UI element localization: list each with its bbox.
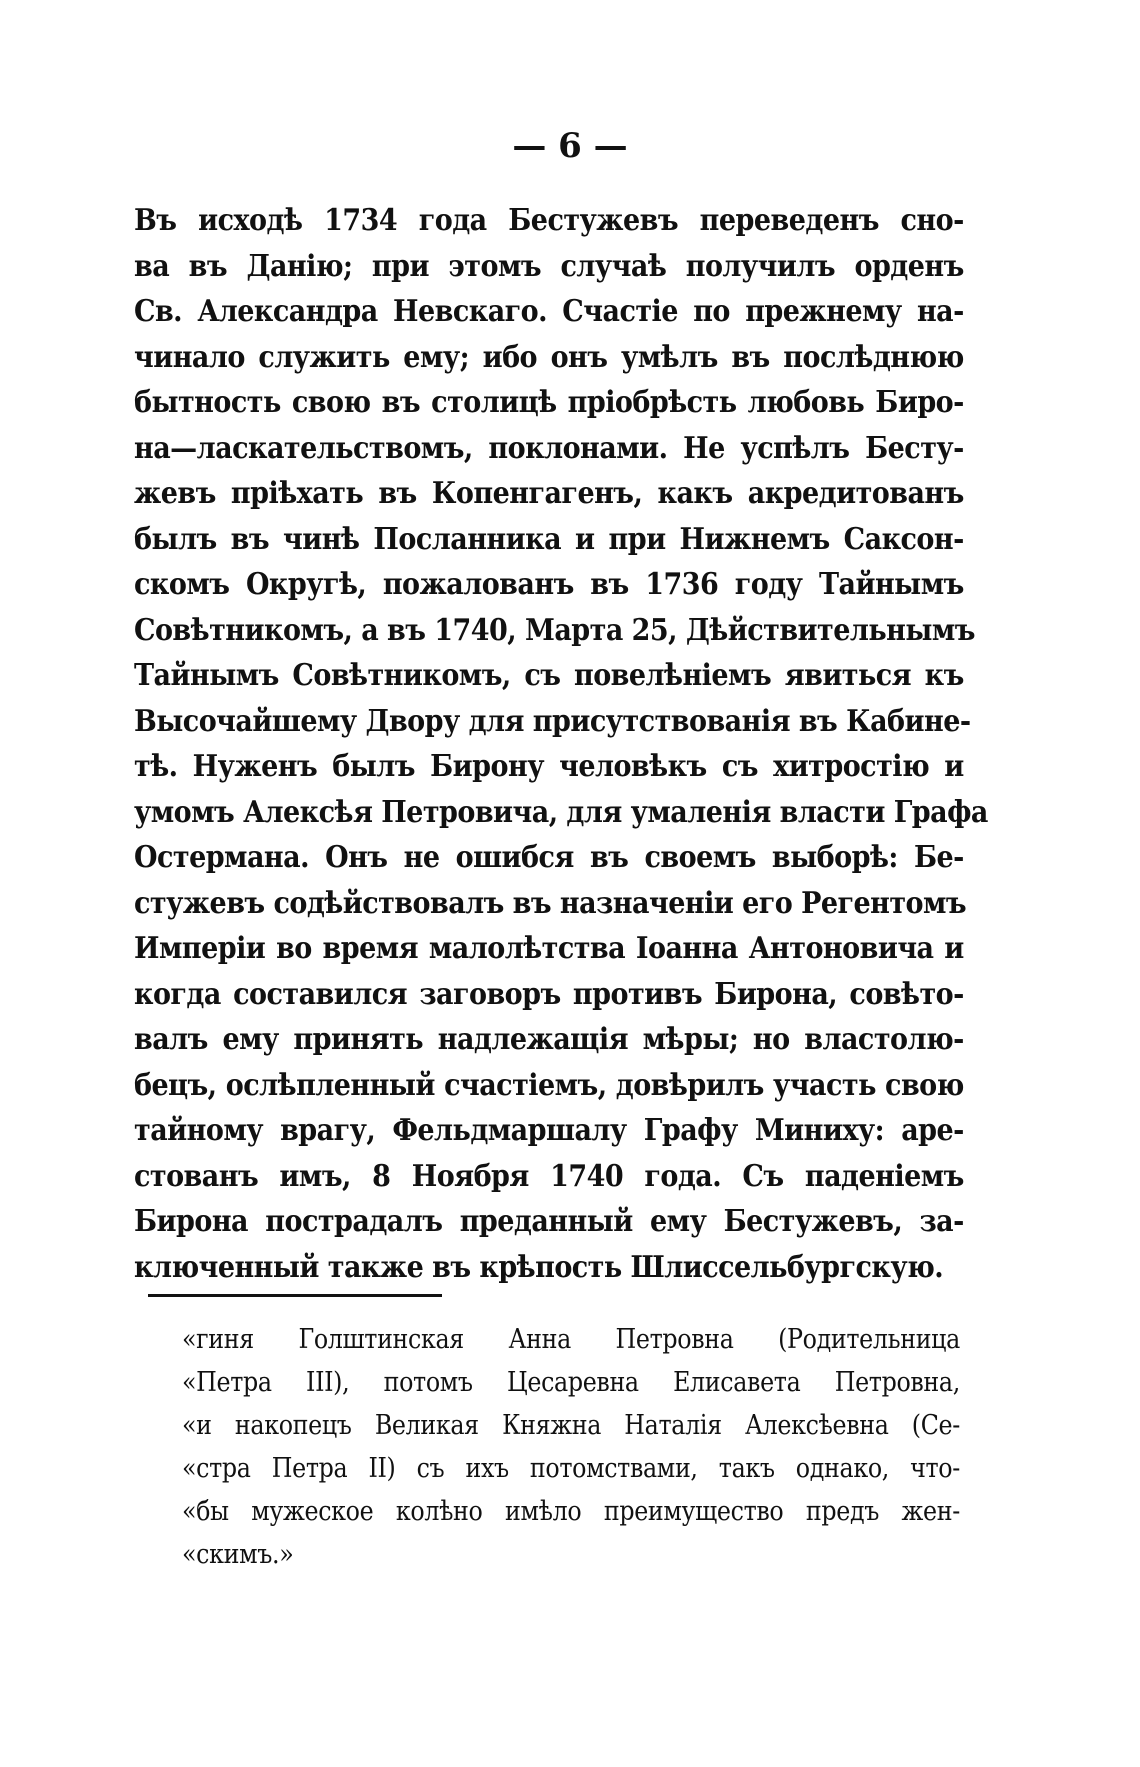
footnote-line: «стра Петра II) съ ихъ потомствами, такъ однако, что- <box>182 1453 960 1484</box>
text-line: Совѣтникомъ, а въ 1740, Марта 25, Дѣйствительнымъ <box>134 612 975 648</box>
text-line: Тайнымъ Совѣтникомъ, съ повелѣніемъ явиться къ <box>134 658 964 693</box>
page-number: — 6 — <box>512 126 628 166</box>
footnote-line: «бы мужеское колѣно имѣло преимущество предъ жен- <box>182 1496 960 1527</box>
main-text <box>134 198 988 1290</box>
text-line: Имперіи во время малолѣтства Іоанна Антоновича и <box>134 931 964 966</box>
text-line: былъ въ чинѣ Посланника и при Нижнемъ Саксон- <box>134 521 964 557</box>
text-line: бецъ, ослѣпленный счастіемъ, довѣрилъ участь свою <box>134 1067 964 1103</box>
footnote-line: «Петра III), потомъ Цесаревна Елисавета Петровна, <box>182 1367 960 1398</box>
text-line: Высочайшему Двору для присутствованія въ Кабине- <box>134 703 971 739</box>
text-line: жевъ пріѣхать въ Копенгагенъ, какъ акредитованъ <box>134 476 964 511</box>
text-line: стужевъ содѣйствовалъ въ назначеніи его Регентомъ <box>134 885 967 921</box>
text-line: ва въ Данію; при этомъ случаѣ получилъ орденъ <box>134 248 964 284</box>
text-line: скомъ Округѣ, пожалованъ въ 1736 году Тайнымъ <box>134 567 964 602</box>
footnote-line: «скимъ.» <box>182 1539 294 1570</box>
text-line: бытность свою въ столицѣ пріобрѣсть любовь Биро- <box>134 385 964 420</box>
text-line: Въ исходѣ 1734 года Бестужевъ переведенъ сно- <box>134 203 964 238</box>
footnote-line: «и накопецъ Великая Княжна Наталія Алексѣевна (Се- <box>182 1410 960 1441</box>
text-line: когда составился заговоръ противъ Бирона, совѣто- <box>134 976 964 1012</box>
text-line: Бирона пострадалъ преданный ему Бестужевъ, за- <box>134 1204 964 1239</box>
footnote-rule <box>148 1294 442 1297</box>
text-line: умомъ Алексѣя Петровича, для умаленія власти Графа <box>134 794 988 830</box>
text-line: тайному врагу, Фельдмаршалу Графу Миниху: аре- <box>134 1113 964 1148</box>
text-line: валъ ему принять надлежащія мѣры; но властолю- <box>134 1022 964 1057</box>
text-line: Остермана. Онъ не ошибся въ своемъ выборѣ: Бе- <box>134 840 964 875</box>
text-line: на—ласкательствомъ, поклонами. Не успѣлъ Бесту- <box>134 430 964 466</box>
footnote <box>182 1318 960 1576</box>
text-line: чинало служить ему; ибо онъ умѣлъ въ послѣднюю <box>134 339 964 375</box>
text-line: стованъ имъ, 8 Ноября 1740 года. Съ паденіемъ <box>134 1158 964 1194</box>
footnote-line: «гиня Голштинская Анна Петровна (Родительница <box>182 1324 960 1355</box>
text-line: тѣ. Нуженъ былъ Бирону человѣкъ съ хитростію и <box>134 749 964 784</box>
text-line: Св. Александра Невскаго. Счастіе по прежнему на- <box>134 294 964 329</box>
text-line: ключенный также въ крѣпость Шлиссельбургскую. <box>134 1249 944 1285</box>
